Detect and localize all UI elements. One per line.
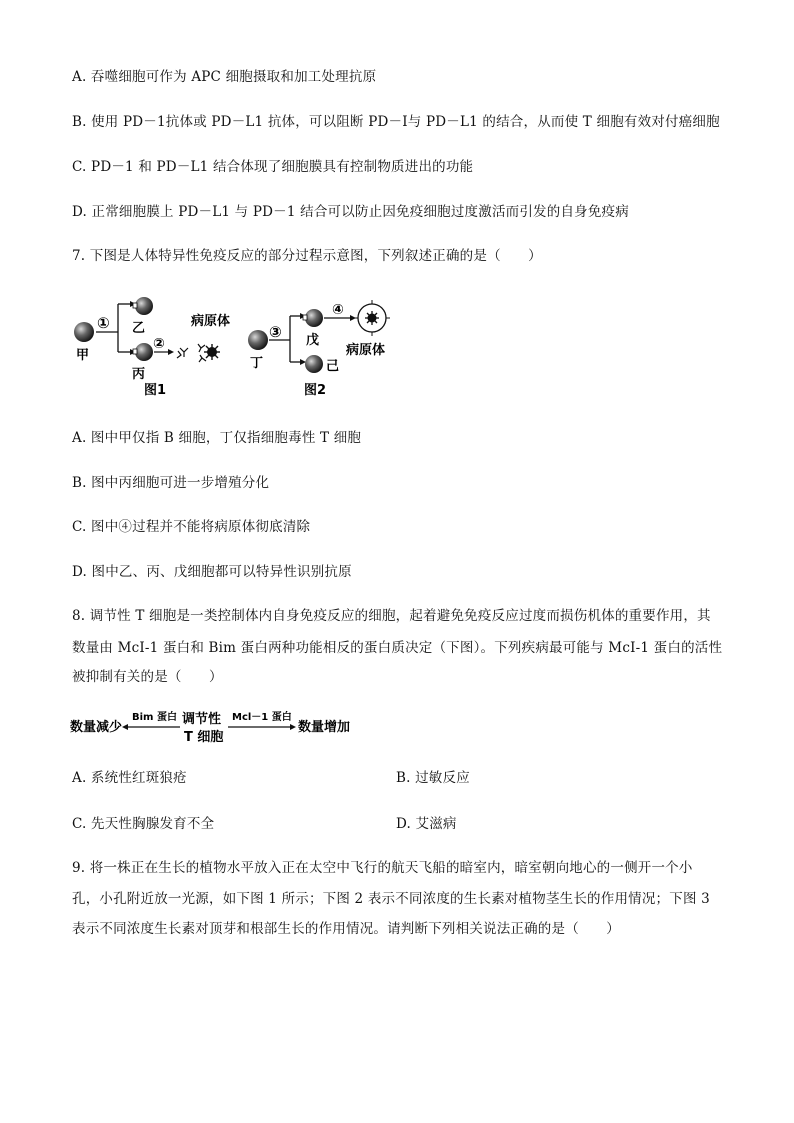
pathogen-label-2: 病原体 [346, 343, 386, 358]
cell-wu [305, 309, 323, 327]
cell-bing [135, 343, 153, 361]
label-yi: 乙 [132, 321, 146, 336]
antibody-icons [177, 344, 206, 362]
fig1-caption: 图1 [144, 383, 167, 398]
q7-option-d: D. 图中乙、丙、戊细胞都可以特异性识别抗原 [72, 564, 352, 580]
label-treg-2: T 细胞 [184, 730, 224, 745]
q7-option-a: A. 图中甲仅指 B 细胞，丁仅指细胞毒性 T 细胞 [72, 430, 362, 446]
cell-jia [74, 322, 94, 342]
label-bim: Bim 蛋白 [132, 712, 177, 723]
q8-option-d: D. 艾滋病 [396, 816, 457, 832]
pathogen-label-1: 病原体 [191, 314, 231, 329]
cell-ding [248, 330, 268, 350]
q8-stem-line1: 8. 调节性 T 细胞是一类控制体内自身免疫反应的细胞，起着避免免疫反应过度而损伤机体的重要作用，其 [72, 608, 711, 624]
label-treg-1: 调节性 [182, 712, 222, 727]
q8-option-b: B. 过敏反应 [396, 770, 470, 786]
q9-stem-line2: 孔，小孔附近放一光源，如下图 1 所示；下图 2 表示不同浓度的生长素对植物茎生长的作用情况；下图 3 [72, 891, 710, 907]
label-mcl: Mcl－1 蛋白 [232, 712, 292, 723]
q9-stem-line1: 9. 将一株正在生长的植物水平放入正在太空中飞行的航天飞船的暗室内，暗室朝向地心的一侧开一个小 [72, 860, 693, 876]
label-wu: 戊 [306, 333, 320, 348]
q7-stem: 7. 下图是人体特异性免疫反应的部分过程示意图，下列叙述正确的是（ ） [72, 248, 542, 264]
cell-yi [135, 297, 153, 315]
label-bing: 丙 [132, 367, 146, 382]
q9-stem-line3: 表示不同浓度生长素对顶芽和根部生长的作用情况。请判断下列相关说法正确的是（ ） [72, 921, 620, 937]
step4-label: ④ [332, 302, 344, 318]
q6-option-b: B. 使用 PD－1抗体或 PD－L1 抗体，可以阻断 PD－I与 PD－L1 的结合，从而使 T 细胞有效对付癌细胞 [72, 114, 720, 130]
label-jia: 甲 [76, 348, 90, 363]
label-increase: 数量增加 [298, 720, 351, 735]
q8-option-c: C. 先天性胸腺发育不全 [72, 816, 215, 832]
step1-label: ① [97, 314, 110, 332]
q8-option-a: A. 系统性红斑狼疮 [72, 770, 187, 786]
q7-option-c: C. 图中④过程并不能将病原体彻底清除 [72, 519, 311, 535]
step2-label: ② [153, 336, 165, 352]
q8-stem-line2: 数量由 McI-1 蛋白和 Bim 蛋白两种功能相反的蛋白质决定（下图）。下列疾病最可能与 McI-1 蛋白的活性 [72, 640, 723, 656]
q6-option-c: C. PD－1 和 PD－L1 结合体现了细胞膜具有控制物质进出的功能 [72, 159, 474, 175]
cell-ji [305, 355, 323, 373]
q6-option-d: D. 正常细胞膜上 PD－L1 与 PD－1 结合可以防止因免疫细胞过度激活而引发的自身免疫病 [72, 204, 629, 220]
q7-figure [64, 286, 404, 404]
label-decrease: 数量减少 [70, 720, 123, 735]
label-ding: 丁 [250, 356, 264, 371]
step3-label: ③ [269, 323, 282, 341]
q6-option-a: A. 吞噬细胞可作为 APC 细胞摄取和加工处理抗原 [72, 69, 377, 85]
q8-stem-line3: 被抑制有关的是（ ） [72, 669, 223, 685]
q8-diagram [70, 706, 370, 746]
label-ji: 己 [326, 359, 340, 374]
fig2-caption: 图2 [304, 383, 327, 398]
q7-option-b: B. 图中丙细胞可进一步增殖分化 [72, 475, 270, 491]
